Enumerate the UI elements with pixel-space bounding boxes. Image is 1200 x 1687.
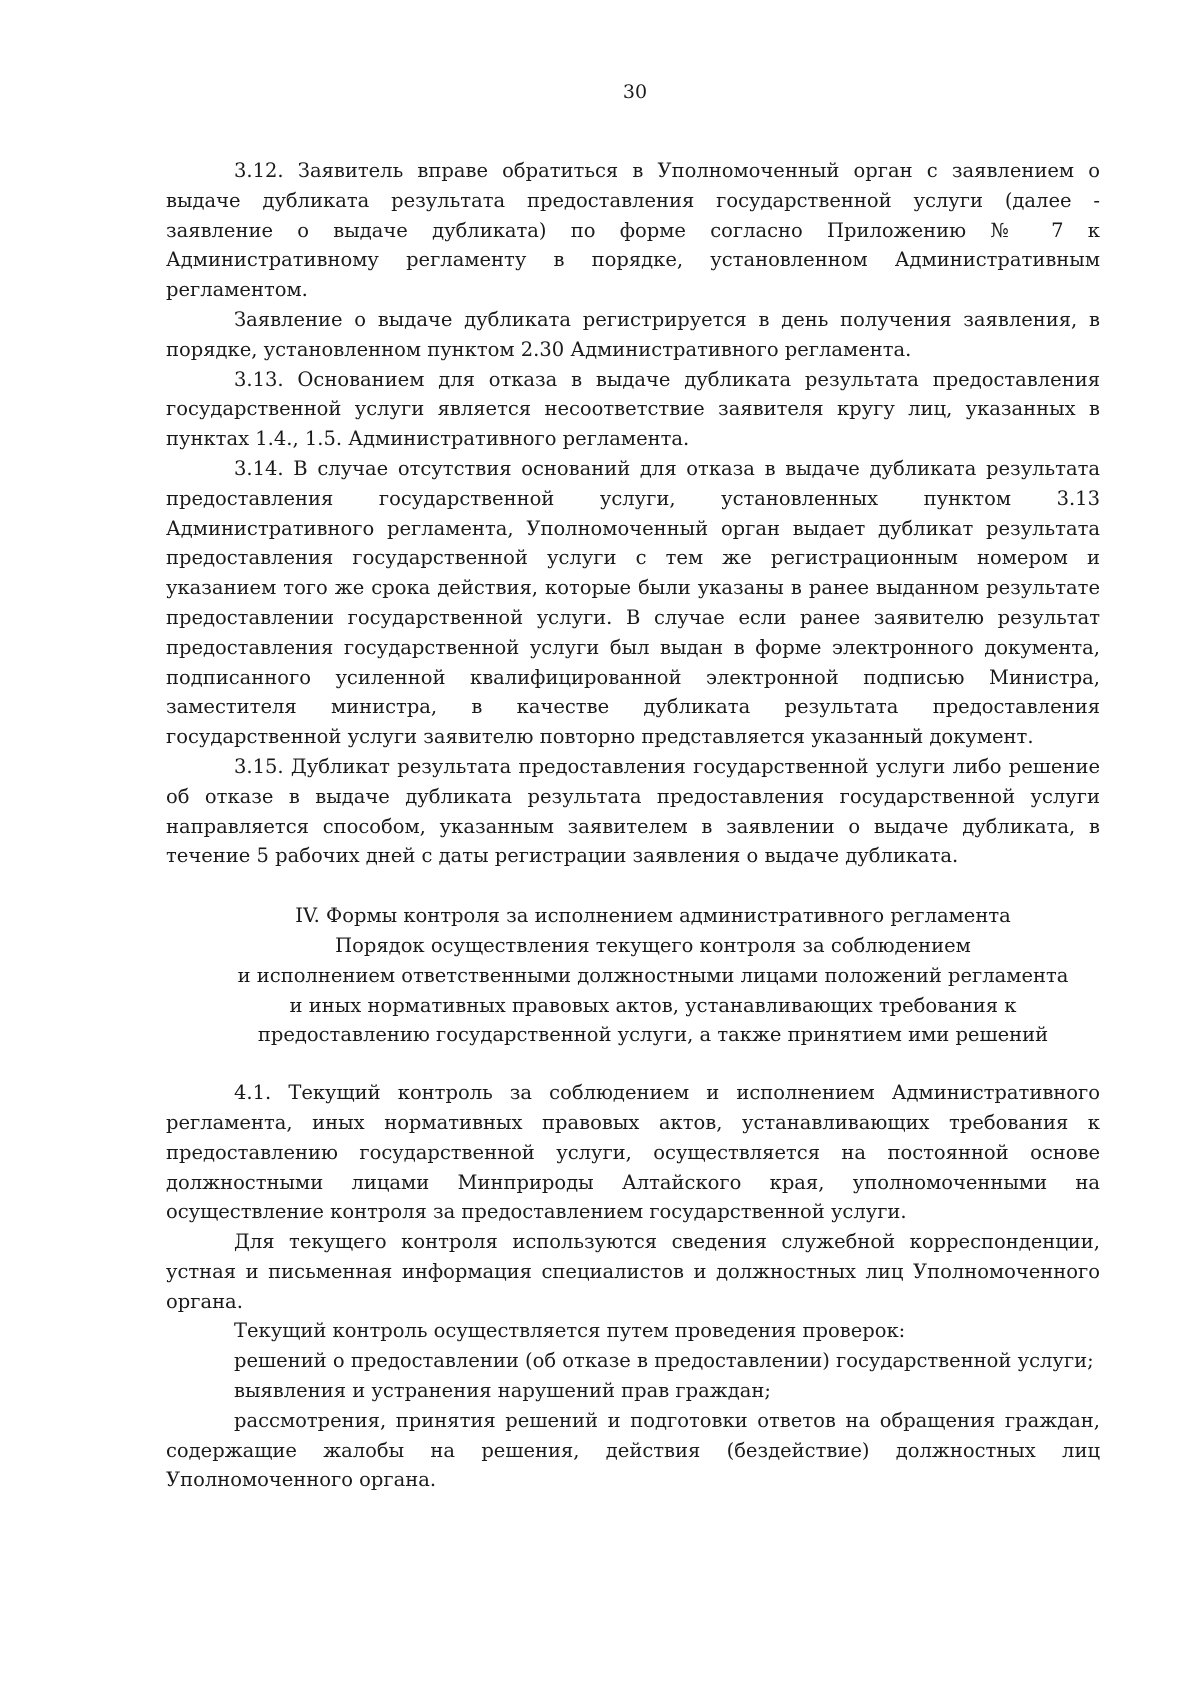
paragraph-3-12: 3.12. Заявитель вправе обратиться в Уполномоченный орган с заявлением о выдаче дубликата результата предоставления государственной услуги (далее - заявление о выдаче дубликата) по форме согласно Приложению № 7 к Административному регламенту в порядке, установленном Административным регламентом.: [166, 159, 1100, 302]
section-heading-line: и исполнением ответственными должностными лицами положений регламента: [237, 963, 1069, 987]
document-body: [166, 156, 1100, 1495]
paragraph-check-decisions: решений о предоставлении (об отказе в предоставлении) государственной услуги;: [234, 1349, 1094, 1373]
page-number: 30: [622, 81, 648, 103]
paragraph-3-13: 3.13. Основанием для отказа в выдаче дубликата результата предоставления государственной услуги является несоответствие заявителя кругу лиц, указанных в пунктах 1.4., 1.5. Административного регламента.: [166, 367, 1100, 451]
section-heading-line: и иных нормативных правовых актов, устанавливающих требования к: [289, 993, 1017, 1017]
section-heading-line: IV. Формы контроля за исполнением административного регламента: [295, 904, 1011, 928]
paragraph-3-15: 3.15. Дубликат результата предоставления государственной услуги либо решение об отказе в выдаче дубликата результата предоставления государственной услуги направляется способом, указанным заявителем в заявлении о выдаче дубликата, в течение 5 рабочих дней с даты регистрации заявления о выдаче дубликата.: [166, 754, 1100, 868]
paragraph-registration: Заявление о выдаче дубликата регистрируется в день получения заявления, в порядке, установленном пунктом 2.30 Административного регламента.: [166, 307, 1100, 361]
paragraph-sources: Для текущего контроля используются сведения служебной корреспонденции, устная и письменная информация специалистов и должностных лиц Уполномоченного органа.: [166, 1230, 1100, 1313]
paragraph-check-violations: выявления и устранения нарушений прав граждан;: [234, 1379, 771, 1403]
paragraph-4-1: 4.1. Текущий контроль за соблюдением и исполнением Административного регламента, иных нормативных правовых актов, устанавливающих требования к предоставлению государственной услуги, осуществляется на постоянной основе должностными лицами Минприроды Алтайского края, уполномоченными на осуществление контроля за предоставлением государственной услуги.: [166, 1081, 1100, 1224]
paragraph-3-14: 3.14. В случае отсутствия оснований для отказа в выдаче дубликата результата предоставления государственной услуги, установленных пунктом 3.13 Административного регламента, Уполномоченный орган выдает дубликат результата предоставления государственной услуги с тем же регистрационным номером и указанием того же срока действия, которые были указаны в ранее выданном результате предоставлении государственной услуги. В случае если ранее заявителю результат предоставления государственной услуги был выдан в форме электронного документа, подписанного усиленной квалифицированной электронной подписью Министра, заместителя министра, в качестве дубликата результата предоставления государственной услуги заявителю повторно представляется указанный документ.: [166, 456, 1100, 749]
section-heading: [166, 901, 1100, 1050]
paragraph-check-appeals: рассмотрения, принятия решений и подготовки ответов на обращения граждан, содержащие жалобы на решения, действия (бездействие) должностных лиц Уполномоченного органа.: [166, 1408, 1100, 1492]
section-heading-line: Порядок осуществления текущего контроля за соблюдением: [335, 933, 971, 957]
paragraph-checks-intro: Текущий контроль осуществляется путем проведения проверок:: [234, 1319, 906, 1343]
section-heading-line: предоставлению государственной услуги, а также принятием ими решений: [257, 1023, 1049, 1047]
